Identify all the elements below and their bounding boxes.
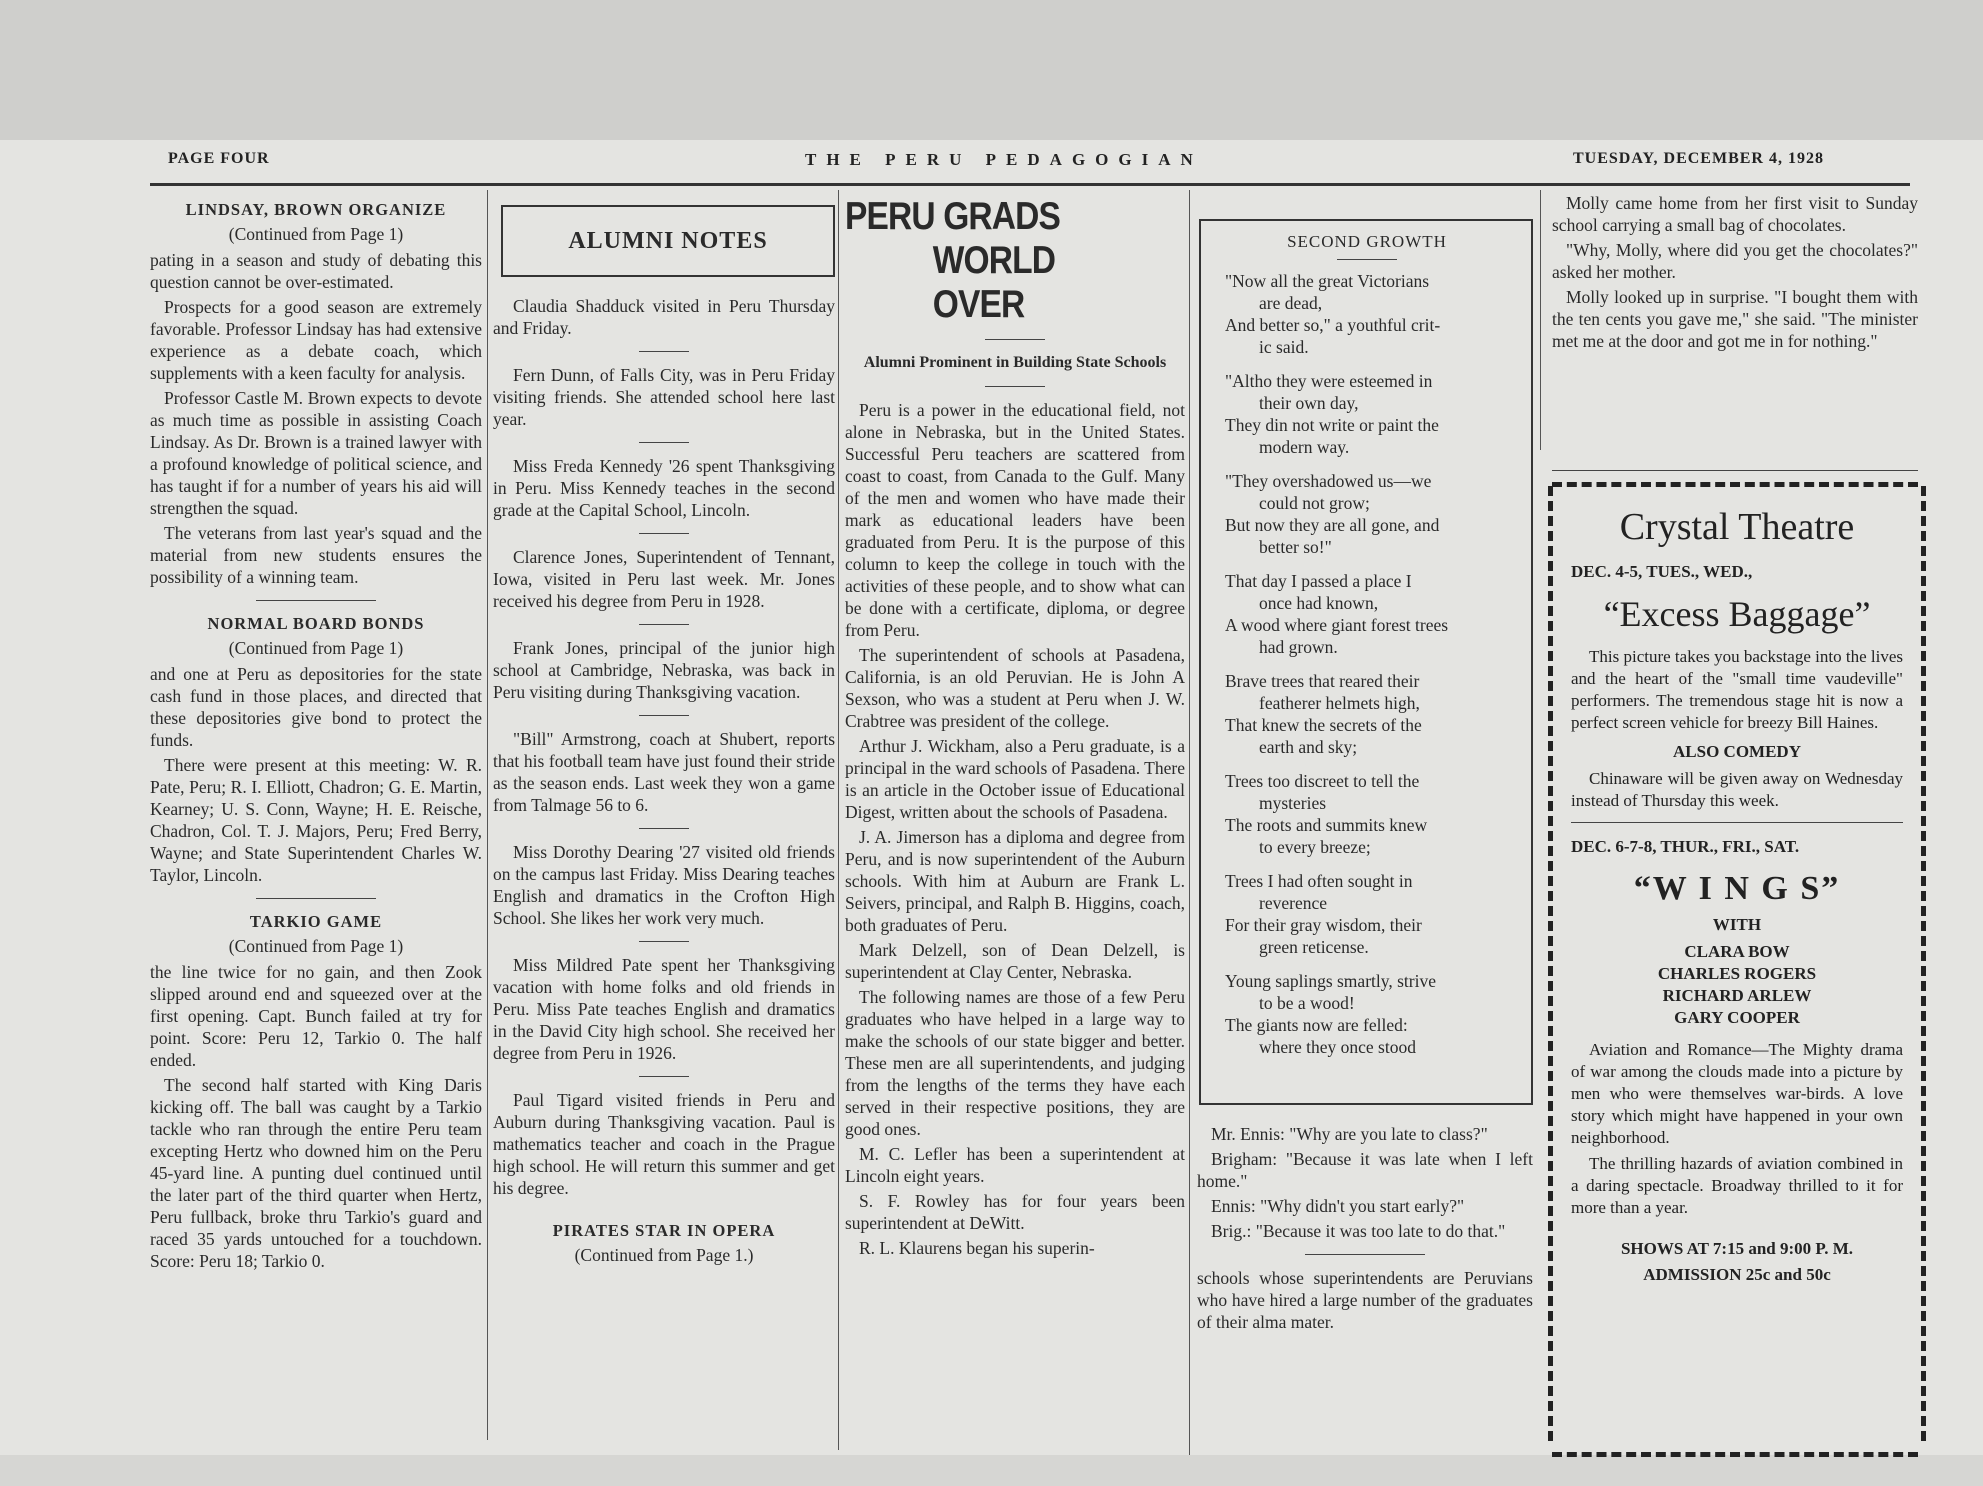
news-note: "Bill" Armstrong, coach at Shubert, reports that his football team have just found their stride as the season ends. Last week they won a game from Talmage 56 to 6. xyxy=(493,729,835,815)
continued-note: (Continued from Page 1.) xyxy=(574,1245,754,1265)
poem-title: SECOND GROWTH xyxy=(1287,232,1447,251)
continued-note: (Continued from Page 1) xyxy=(228,638,404,658)
poem-line: are dead, xyxy=(1259,293,1323,313)
paragraph: Mr. Ennis: "Why are you late to class?" xyxy=(1211,1124,1488,1144)
poem-line: A wood where giant forest trees xyxy=(1225,615,1449,635)
headline-line-1: PERU GRADS xyxy=(845,195,1061,238)
showing-dates: DEC. 4-5, TUES., WED., xyxy=(1571,562,1753,581)
stanza xyxy=(1211,870,1523,958)
poem-line: They din not write or paint the xyxy=(1225,415,1439,435)
scan-top-margin xyxy=(0,0,1983,140)
paragraph: Molly came home from her first visit to Sunday school carrying a small bag of chocolates. xyxy=(1552,193,1918,235)
poem-line: ic said. xyxy=(1259,337,1309,357)
stanza xyxy=(1211,270,1523,358)
news-note: Claudia Shadduck visited in Peru Thursday and Friday. xyxy=(493,296,835,338)
poem-line: could not grow; xyxy=(1259,493,1370,513)
column-rule xyxy=(838,190,839,1450)
paragraph: The second half started with King Daris kicking off. The ball was caught by a Tarkio tackle who ran through the entire Peru team excepting Hertz who downed him on the Peru 45-yard line. A punting duel continued until the later part of the third quarter when Hertz, Peru fullback, broke thru Tarkio's guard and raced 35 yards untouched for a touchdown. Score: Peru 18; Tarkio 0. xyxy=(150,1075,482,1271)
divider xyxy=(639,442,689,443)
article-heading: LINDSAY, BROWN ORGANIZE xyxy=(185,200,447,219)
paragraph: and one at Peru as depositories for the state cash fund in those places, and directed that these depositories give bond to protect the funds. xyxy=(150,664,482,750)
poem-line: "Altho they were esteemed in xyxy=(1225,371,1433,391)
paragraph: "Why, Molly, where did you get the chocolates?" asked her mother. xyxy=(1552,240,1918,282)
paragraph: Ennis: "Why didn't you start early?" xyxy=(1211,1196,1465,1216)
paragraph: Mark Delzell, son of Dean Delzell, is superintendent at Clay Center, Nebraska. xyxy=(845,940,1185,982)
column-5 xyxy=(1552,192,1918,355)
ad-content xyxy=(1553,486,1921,1285)
film-description: The thrilling hazards of aviation combined in a daring spectacle. Broadway thrilled to it for more than a year. xyxy=(1571,1154,1903,1217)
poem-line: Brave trees that reared their xyxy=(1225,671,1420,691)
column-3 xyxy=(845,195,1185,1262)
chinaware-note: Chinaware will be given away on Wednesday instead of Thursday this week. xyxy=(1571,769,1903,810)
poem-line: "They overshadowed us—we xyxy=(1225,471,1432,491)
poem-line: earth and sky; xyxy=(1259,737,1358,757)
ad-border-bottom xyxy=(1552,1452,1918,1463)
paragraph: M. C. Lefler has been a superintendent at Lincoln eight years. xyxy=(845,1144,1185,1186)
stanza xyxy=(1211,970,1523,1058)
poem-line: to be a wood! xyxy=(1259,993,1355,1013)
cast-member: CHARLES ROGERS xyxy=(1657,964,1817,983)
news-note: Miss Dorothy Dearing '27 visited old friends on the campus last Friday. Miss Dearing teaches English and dramatics in the Crofton High School. She likes her work very much. xyxy=(493,842,835,928)
film-title: “Excess Baggage” xyxy=(1603,594,1871,634)
news-note: Frank Jones, principal of the junior high school at Cambridge, Nebraska, was back in Peru visiting during Thanksgiving vacation. xyxy=(493,638,835,702)
paragraph: Professor Castle M. Brown expects to devote as much time as possible in assisting Coach Lindsay. As Dr. Brown is a trained lawyer with a profound knowledge of political science, and has taught if for a number of years his aid will strengthen the squad. xyxy=(150,388,482,518)
poem-body xyxy=(1211,270,1523,1058)
alumni-notes-box xyxy=(501,205,835,277)
divider xyxy=(639,941,689,942)
news-note: Miss Freda Kennedy '26 spent Thanksgiving in Peru. Miss Kennedy teaches in the second grade at the Capital School, Lincoln. xyxy=(493,456,835,520)
divider xyxy=(639,351,689,352)
continued-note: (Continued from Page 1) xyxy=(228,936,404,956)
header-rule xyxy=(150,183,1910,186)
news-note: Clarence Jones, Superintendent of Tennant, Iowa, visited in Peru last week. Mr. Jones received his degree from Peru in 1928. xyxy=(493,547,835,611)
poem-line: once had known, xyxy=(1259,593,1379,613)
poem-line: had grown. xyxy=(1259,637,1338,657)
showing-dates: DEC. 6-7-8, THUR., FRI., SAT. xyxy=(1571,837,1800,856)
poem-line: Trees too discreet to tell the xyxy=(1225,771,1420,791)
poem-line: Young saplings smartly, strive xyxy=(1225,971,1436,991)
paragraph: The following names are those of a few Peru graduates who have helped in a large way to make the schools of our state bigger and better. These men are all superintendents, and judging from the lengths of the terms they have each served in their respective positions, they are good ones. xyxy=(845,987,1185,1139)
divider xyxy=(1337,259,1397,260)
divider xyxy=(256,898,376,899)
show-times: SHOWS AT 7:15 and 9:00 P. M. xyxy=(1620,1239,1854,1258)
theatre-name: Crystal Theatre xyxy=(1619,506,1855,548)
paragraph: J. A. Jimerson has a diploma and degree from Peru, and is now superintendent of the Auburn schools. With him at Auburn are Frank L. Seivers, principal, and Ralph B. Higgins, coach, both graduates of Peru. xyxy=(845,827,1185,935)
poem-line: And better so," a youthful crit- xyxy=(1225,315,1441,335)
poem-line: their own day, xyxy=(1259,393,1359,413)
column-4 xyxy=(1197,195,1533,1336)
poem-box xyxy=(1199,219,1533,1105)
page-number: PAGE FOUR xyxy=(168,150,270,167)
poem-line: That day I passed a place I xyxy=(1225,571,1412,591)
paragraph: R. L. Klaurens began his superin- xyxy=(859,1238,1095,1258)
poem-line: where they once stood xyxy=(1259,1037,1416,1057)
poem-line: That knew the secrets of the xyxy=(1225,715,1422,735)
paragraph: pating in a season and study of debating this question cannot be over-estimated. xyxy=(150,250,482,292)
issue-date: TUESDAY, DECEMBER 4, 1928 xyxy=(1573,150,1824,167)
divider xyxy=(639,828,689,829)
article-heading: NORMAL BOARD BONDS xyxy=(207,614,425,633)
subheadline: Alumni Prominent in Building State Schools xyxy=(863,354,1167,371)
stanza xyxy=(1211,570,1523,658)
joke xyxy=(1197,1123,1533,1242)
stanza xyxy=(1211,770,1523,858)
divider xyxy=(985,339,1045,340)
poem-line: featherer helmets high, xyxy=(1259,693,1420,713)
divider xyxy=(639,533,689,534)
poem-line: modern way. xyxy=(1259,437,1350,457)
paragraph: schools whose superintendents are Peruvians who have hired a large number of the graduates of their alma mater. xyxy=(1197,1268,1533,1332)
poem-line: The giants now are felled: xyxy=(1225,1015,1408,1035)
divider xyxy=(1552,470,1918,471)
film-description: Aviation and Romance—The Mighty drama of war among the clouds made into a picture by men who were themselves war-birds. A love story which might have happened in your own neighborhood. xyxy=(1571,1040,1903,1147)
news-note: Paul Tigard visited friends in Peru and Auburn during Thanksgiving vacation. Paul is mathematics teacher and coach in the Prague high school. He will return this summer and get his degree. xyxy=(493,1090,835,1198)
paragraph: Brigham: "Because it was late when I left home." xyxy=(1197,1149,1533,1191)
poem-line: to every breeze; xyxy=(1259,837,1371,857)
paragraph: Molly looked up in surprise. "I bought them with the ten cents you gave me," she said. "The minister met me at the door and got me in for nothing." xyxy=(1552,287,1918,351)
poem-line: reverence xyxy=(1259,893,1327,913)
poem-line: green reticense. xyxy=(1259,937,1369,957)
column-2 xyxy=(493,195,835,1270)
divider xyxy=(639,715,689,716)
paragraph: Prospects for a good season are extremely favorable. Professor Lindsay has had extensive experience as a debate coach, which supplements with a keen faculty for analysis. xyxy=(150,297,482,383)
paragraph: The superintendent of schools at Pasadena, California, is an old Peruvian. He is John A Sexson, who was a student at Peru when J. W. Crabtree was president of the college. xyxy=(845,645,1185,731)
crystal-theatre-ad xyxy=(1548,486,1926,1441)
poem-line: But now they are all gone, and xyxy=(1225,515,1440,535)
poem-line: mysteries xyxy=(1259,793,1327,813)
column-rule xyxy=(1540,190,1541,450)
divider xyxy=(1305,1254,1425,1255)
cast-member: RICHARD ARLEW xyxy=(1662,986,1812,1005)
cast-member: CLARA BOW xyxy=(1684,942,1790,961)
section-title: ALUMNI NOTES xyxy=(568,228,768,254)
divider xyxy=(639,1076,689,1077)
poem-line: The roots and summits knew xyxy=(1225,815,1428,835)
news-note: Miss Mildred Pate spent her Thanksgiving vacation with home folks and old friends in Peru. Miss Pate teaches English and dramatics in the David City high school. She received her degree from Peru in 1926. xyxy=(493,955,835,1063)
also-comedy: ALSO COMEDY xyxy=(1673,742,1801,761)
column-rule xyxy=(1189,190,1190,1455)
paragraph: The veterans from last year's squad and the material from new students ensures the possibility of a winning team. xyxy=(150,523,482,587)
paragraph: S. F. Rowley has for four years been superintendent at DeWitt. xyxy=(845,1191,1185,1233)
divider xyxy=(985,386,1045,387)
cast-list xyxy=(1571,941,1903,1029)
poem-line: Trees I had often sought in xyxy=(1225,871,1413,891)
paragraph: There were present at this meeting: W. R. Pate, Peru; R. I. Elliott, Chadron; G. E. Martin, Kearney; U. S. Conn, Wayne; H. E. Reische, Chadron, Col. T. J. Majors, Peru; Fred Berry, Wayne; and State Superintendent Charles W. Taylor, Lincoln. xyxy=(150,755,482,885)
cast-member: GARY COOPER xyxy=(1674,1008,1800,1027)
admission-prices: ADMISSION 25c and 50c xyxy=(1643,1265,1831,1284)
paragraph: the line twice for no gain, and then Zook slipped around end and squeezed over at the first opening. Capt. Bunch failed at try for point. Score: Peru 12, Tarkio 0. The half ended. xyxy=(150,962,482,1070)
article-heading: PIRATES STAR IN OPERA xyxy=(552,1221,776,1240)
stanza xyxy=(1211,370,1523,558)
continued-note: (Continued from Page 1) xyxy=(228,224,404,244)
article-heading: TARKIO GAME xyxy=(249,912,383,931)
headline-line-2: WORLD OVER xyxy=(932,239,1056,326)
masthead: THE PERU PEDAGOGIAN xyxy=(805,150,1203,169)
divider xyxy=(639,624,689,625)
divider xyxy=(256,600,376,601)
stanza xyxy=(1211,670,1523,758)
poem-line: For their gray wisdom, their xyxy=(1225,915,1422,935)
column-1 xyxy=(150,195,482,1275)
with-label: WITH xyxy=(1712,915,1762,934)
news-note: Fern Dunn, of Falls City, was in Peru Friday visiting friends. She attended school here last year. xyxy=(493,365,835,429)
poem-line: "Now all the great Victorians xyxy=(1225,271,1430,291)
paragraph: Peru is a power in the educational field, not alone in Nebraska, but in the United States. Successful Peru teachers are scattered from coast to coast, from Canada to the Gulf. Many of the men and women who have made their mark as educational leaders have been graduated from Peru. It is the purpose of this column to keep the college in touch with the activities of these people, and to show what can be done with a certificate, diploma, or degree from Peru. xyxy=(845,400,1185,640)
divider xyxy=(1571,822,1903,823)
poem-line: better so!" xyxy=(1259,537,1332,557)
column-rule xyxy=(487,190,488,1440)
film-title: “W I N G S” xyxy=(1633,870,1841,907)
film-description: This picture takes you backstage into the lives and the heart of the "small time vaudeville" performers. The tremendous stage hit is now a perfect screen vehicle for breezy Bill Haines. xyxy=(1571,647,1903,732)
paragraph: Arthur J. Wickham, also a Peru graduate, is a principal in the ward schools of Pasadena. There is an article in the October issue of Educational Digest, written about the schools of Pasadena. xyxy=(845,736,1185,822)
paragraph: Brig.: "Because it was too late to do that." xyxy=(1211,1221,1506,1241)
